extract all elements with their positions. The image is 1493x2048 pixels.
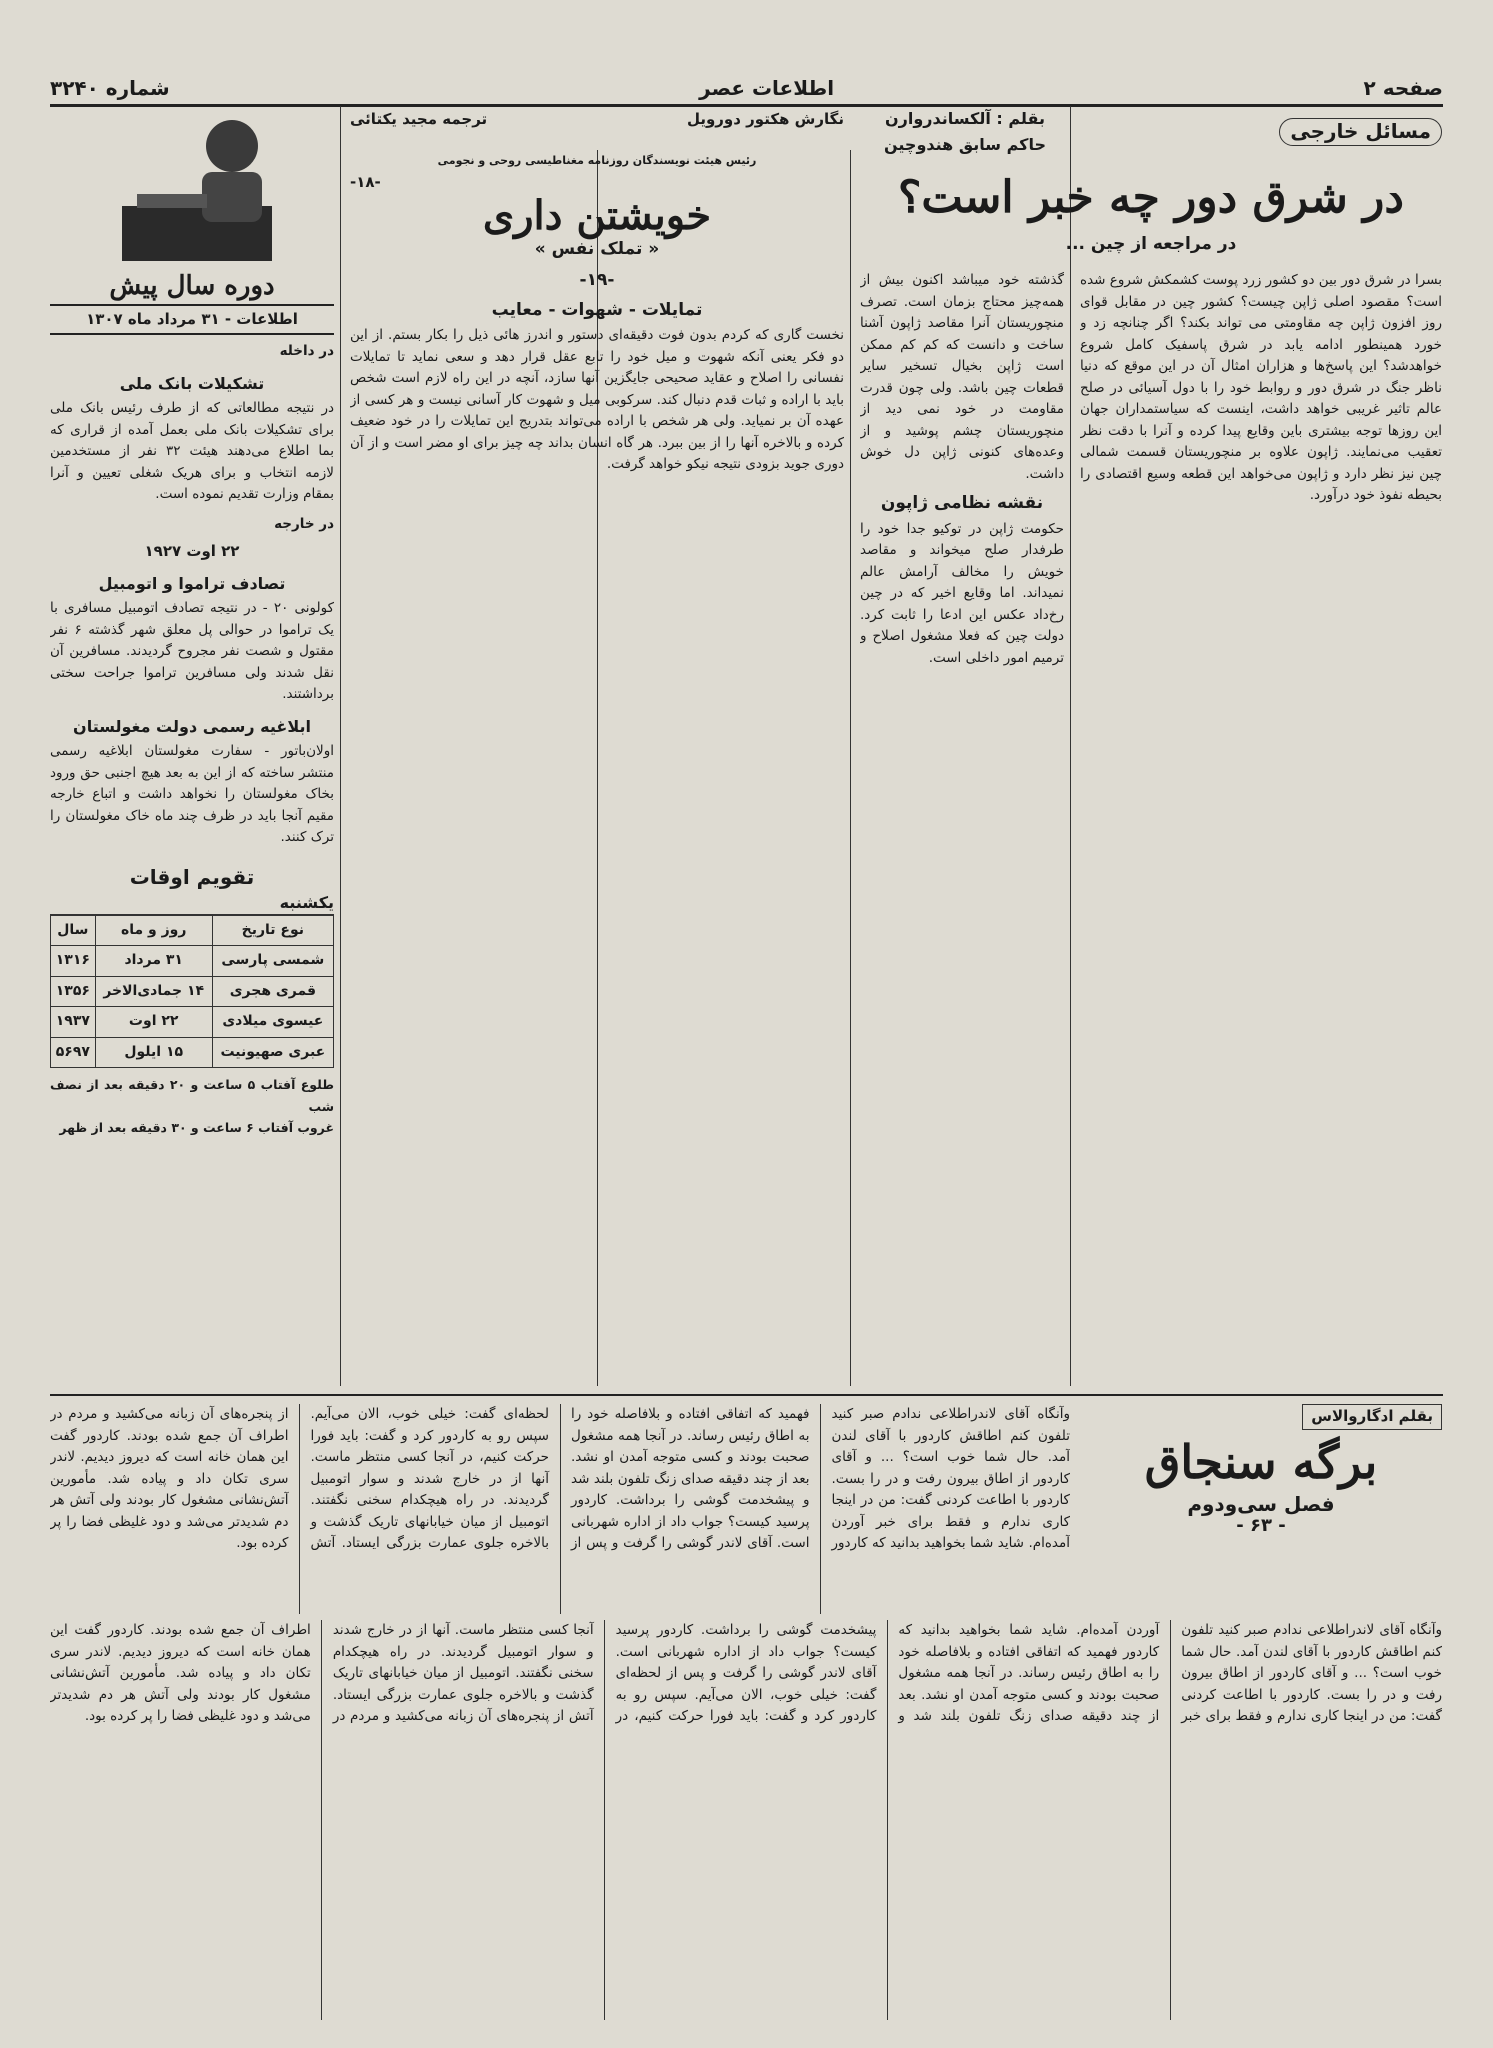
article-body-continued: گذشته خود میباشد اکنون بیش از همه‌چیز محتاج بزمان است. تصرف منچوریستان آنرا مقاصد ژاپون آشنا ساخت و دانست که کم کم ممکن است ژاپن بخیال تسخیر سایر قطعات چین باشد. ولی چون قدرت مقاومت در خود نمی دید از منچوریستان چشم پوشید و از وعده‌های کنونی ژاپن دل خوش داشت. xyxy=(860,272,1064,482)
serial-body-block xyxy=(350,270,844,1380)
foreign-headline-block xyxy=(860,170,1442,240)
news-date: ۲۲ اوت ۱۹۲۷ xyxy=(144,542,240,560)
news-item-heading: ابلاغیه رسمی دولت مغولستان xyxy=(73,716,311,736)
table-cell: عبری صهیونیت xyxy=(212,1037,333,1068)
table-header: سال xyxy=(51,915,96,946)
serial-headline: خویشتن داری xyxy=(482,192,712,239)
bottom-serial-part: - ۶۳ - xyxy=(1236,1515,1286,1536)
table-header: روز و ماه xyxy=(95,915,212,946)
sunrise-time: طلوع آفتاب ۵ ساعت و ۲۰ دقیقه بعد از نصف شب xyxy=(50,1077,334,1114)
table-cell: ۵۶۹۷ xyxy=(51,1037,96,1068)
bottom-serial-body-top xyxy=(50,1404,1070,1614)
table-cell: شمسی پارسی xyxy=(212,946,333,977)
page-number: صفحه ۲ xyxy=(1363,76,1443,100)
paper-name: اطلاعات عصر xyxy=(699,76,835,100)
bottom-serial-text: وآنگاه آقای لاندراطلاعی ندادم صبر کنید تلفون کنم اطاقش کاردور با آقای لندن آمد. حال شما خوب است؟ ... و آقای کاردور از اطاق بیرون رفت و در را بست. کاردور با اطاعت کردنی گفت: من در اینجا کاری ندارم و فقط برای خبر آوردن آمده‌ام. شاید شما بخواهید بدانید که کاردور فهمید که اتفاقی افتاده و بلافاصله خود را به اطاق رئیس رساند. در آنجا همه مشغول صحبت بودند و کسی متوجه آمدن او نشد. بعد از چند دقیقه صدای زنگ تلفون بلند شد و پیشخدمت گوشی را برداشت. کاردور پرسید کیست؟ جواب داد از اداره شهربانی است. آقای لاندر گوشی را گرفت و پس از لحظه‌ای گفت: خیلی خوب، الان می‌آیم. سپس رو به کاردور کرد و گفت: باید فورا حرکت کنیم، در آنجا کسی منتظر ماست. آنها از در خارج شدند و سوار اتومبیل گردیدند. در راه هیچکدام سخنی نگفتند. اتومبیل از میان خیابانهای تاریک گذشت و بالاخره جلوی عمارت بزرگی ایستاد. آتش از پنجره‌های آن زبانه می‌کشید و مردم در اطراف آن جمع شده بودند. کاردور گفت این همان خانه است که دیروز دیدیم. لاندر سری تکان داد و پیاده شد. مأمورین آتش‌نشانی مشغول کار بودند ولی آتش هر دم شدیدتر می‌شد و دود غلیظی فضا را پر کرده بود. xyxy=(50,1406,1070,1551)
table-cell: ۱۳۱۶ xyxy=(51,946,96,977)
column-rule xyxy=(1070,106,1071,1386)
news-item-body: کولونی ۲۰ - در نتیجه تصادف اتومبیل مسافری با یک تراموا در حوالی پل معلق شهر گذشته ۶ نفر مقتول و شصت نفر مجروح گردیدند. مسافرین آن نقل شدند ولی مسافرین تراموا جراحت سختی برداشتند. xyxy=(50,600,334,702)
news-item-body: در نتیجه مطالعاتی که از طرف رئیس بانک ملی برای تشکیلات بانک ملی بعمل آمده از قراری که بما اطلاع می‌دهند هیئت ۳۲ نفر از مستخدمین لازمه انتخاب و برای هریک شغلی تعیین و آنرا بمقام وزارت تقدیم نموده است. xyxy=(50,400,334,502)
author-byline: نگارش هکتور دورویل xyxy=(686,110,844,128)
article-byline: بقلم : آلکساندروارن xyxy=(885,109,1045,128)
serial-bylines xyxy=(350,106,844,150)
table-cell: ۱۵ ایلول xyxy=(95,1037,212,1068)
table-row xyxy=(51,946,334,977)
chapter-number: -۱۹- xyxy=(579,270,615,290)
section-body: حکومت ژاپن در توکیو جدا خود را طرفدار صلح میخواند و مقاصد خویش را مخالف آرامش عالم نمیداند. اما وقایع اخیر که در چین رخ‌داد عکس این ادعا را ثابت کرد. دولت چین که فعلا مشغول اصلاح و ترمیم امور داخلی است. xyxy=(860,520,1064,666)
bottom-serial-body xyxy=(50,1620,1442,2020)
bottom-serial-headline: برگه سنجاق xyxy=(1144,1434,1378,1489)
dateline: اطلاعات - ۳۱ مرداد ماه ۱۳۰۷ xyxy=(50,304,334,336)
logo-caption: دوره سال پیش xyxy=(109,271,275,301)
masthead xyxy=(50,60,1443,107)
news-item-heading: تصادف تراموا و اتومبیل xyxy=(98,573,286,593)
serial-body: نخست گاری که کردم بدون فوت دقیقه‌ای دستور و اندرز هائی ذیل را بکار بستم. از این دو فکر یعنی آنکه شهوت و میل خود را تابع عقل قرار دهد و سعی نماید تا تمایلات نفسانی را اصلاح و عقاید صحیحی جایگزین آنها سازد، آنچه در این راه لازم است شخص باید با اراده و ثبات قدم دنبال کند. سرکوبی میل و شهوت کار آسانی نیست و هر کسی از عهده آن بر نمیاید. ولی هر شخص با اراده می‌تواند بتدریج این تمایلات را در خود ضعیف کرده و بالاخره آنها را از بین ببرد. هر گاه انسان بداند چه چیز برای او مضر است و از آن دوری جوید بزودی نتیجه نیکو خواهد گرفت. xyxy=(350,327,844,472)
foreign-article-col-b xyxy=(860,270,1064,1380)
section-heading: نقشه نظامی ژاپون xyxy=(880,493,1044,513)
serial-title-block xyxy=(350,150,844,270)
table-header: نوع تاریخ xyxy=(212,915,333,946)
abroad-label: در خارجه xyxy=(274,515,334,532)
table-cell: عیسوی میلادی xyxy=(212,1007,333,1038)
table-cell: ۱۴ جمادی‌الاخر xyxy=(95,976,212,1007)
table-cell: قمری هجری xyxy=(212,976,333,1007)
sunset-time: غروب آفتاب ۶ ساعت و ۳۰ دقیقه بعد از ظهر xyxy=(59,1120,334,1135)
bottom-serial-text: وآنگاه آقای لاندراطلاعی ندادم صبر کنید تلفون کنم اطاقش کاردور با آقای لندن آمد. حال شما خوب است؟ ... و آقای کاردور از اطاق بیرون رفت و در را بست. کاردور با اطاعت کردنی گفت: من در اینجا کاری ندارم و فقط برای خبر آوردن آمده‌ام. شاید شما بخواهید بدانید که کاردور فهمید که اتفاقی افتاده و بلافاصله خود را به اطاق رئیس رساند. در آنجا همه مشغول صحبت بودند و کسی متوجه آمدن او نشد. بعد از چند دقیقه صدای زنگ تلفون بلند شد و پیشخدمت گوشی را برداشت. کاردور پرسید کیست؟ جواب داد از اداره شهربانی است. آقای لاندر گوشی را گرفت و پس از لحظه‌ای گفت: خیلی خوب، الان می‌آیم. سپس رو به کاردور کرد و گفت: باید فورا حرکت کنیم، در آنجا کسی منتظر ماست. آنها از در خارج شدند و سوار اتومبیل گردیدند. در راه هیچکدام سخنی نگفتند. اتومبیل از میان خیابانهای تاریک گذشت و بالاخره جلوی عمارت بزرگی ایستاد. آتش از پنجره‌های آن زبانه می‌کشید و مردم در اطراف آن جمع شده بودند. کاردور گفت این همان خانه است که دیروز دیدیم. لاندر سری تکان داد و پیاده شد. مأمورین آتش‌نشانی مشغول کار بودند ولی آتش هر دم شدیدتر می‌شد و دود غلیظی فضا را پر کرده بود. xyxy=(50,1622,1442,1724)
bottom-serial-byline: بقلم ادگاروالاس xyxy=(1302,1404,1442,1430)
chapter-heading: تمایلات - شهوات - معایب xyxy=(491,299,703,320)
foreign-article-col-a xyxy=(1080,270,1442,1380)
column-rule xyxy=(850,150,851,1386)
table-cell: ۱۳۵۶ xyxy=(51,976,96,1007)
table-cell: ۳۱ مرداد xyxy=(95,946,212,977)
article-subtitle: در مراجعه از چین ... xyxy=(1065,234,1237,254)
author-title: حاکم سابق هندوچین xyxy=(884,135,1046,154)
bottom-serial-title xyxy=(1080,1404,1442,1624)
issue-number: شماره ۳۲۴۰ xyxy=(50,76,170,100)
article-body: بسرا در شرق دور بین دو کشور زرد پوست کشمکش شروع شده است؟ مقصود اصلی ژاپن چیست؟ کشور چین در مقابل قوای روز افزون ژاپن چه مقاومتی می تواند بکند؟ اگر چنانچه زد و خورد همینطور ادامه یابد در شرق پاسفیک کامل شروع خواهدشد؟ این پاسخ‌ها و هزاران امثال آن در این موقع که دنیا ناظر جنگ در شرق دور و روابط خود را با دول آسیائی در صلح عالم تاثیر غریبی خواهد داشت، اینست که سیاستمداران جهان این روزها توجه بیشتری باین وقایع پیدا کرده و آنرا با دقت نظر تعقیب می‌نمایند. ژاپون علاوه بر منچوریستان قسمت شمالی چین نیز نظر دارد و ژاپون می‌خواهد این قطعه وسیع اقتصادی را بحیطه نفوذ خود درآورد. xyxy=(1080,272,1442,503)
table-row xyxy=(51,1007,334,1038)
domestic-label: در داخله xyxy=(279,343,334,359)
weekday: یکشنبه xyxy=(50,892,334,915)
last-year-logo-icon xyxy=(82,106,302,276)
column-rule xyxy=(340,106,341,1386)
serial-subtitle: « تملک نفس » xyxy=(534,239,660,259)
table-row xyxy=(51,1037,334,1068)
table-cell: ۱۹۳۷ xyxy=(51,1007,96,1038)
foreign-subtitle-block xyxy=(860,234,1442,264)
bottom-serial-chapter: فصل سی‌ودوم xyxy=(1187,1491,1335,1516)
table-header-row xyxy=(51,915,334,946)
almanac-table xyxy=(50,915,334,1069)
news-item-body: اولان‌باتور - سفارت مغولستان ابلاغیه رسمی منتشر ساخته که از این به بعد هیچ اجنبی حق ورود بخاک مغولستان را نخواهد داشت و اتباع خارجه مقیم آنجا باید در ظرف چند ماه خاک مغولستان را ترک کنند. xyxy=(50,743,334,845)
almanac-title: تقویم اوقات xyxy=(129,864,255,889)
rubric-foreign-affairs: مسائل خارجی xyxy=(1279,118,1442,146)
table-cell: ۲۲ اوت xyxy=(95,1007,212,1038)
author-credentials: رئیس هیئت نویسندگان روزنامه مغناطیسی روحی و نجومی xyxy=(437,154,757,167)
section-rule xyxy=(50,1394,1443,1396)
serial-number: -۱۸- xyxy=(350,172,381,191)
last-year-column xyxy=(50,106,334,1386)
table-row xyxy=(51,976,334,1007)
news-item-heading: تشکیلات بانک ملی xyxy=(119,373,265,393)
article-headline: در شرق دور چه خبر است؟ xyxy=(898,172,1404,223)
translator-byline: ترجمه مجید یکتائی xyxy=(350,110,488,128)
